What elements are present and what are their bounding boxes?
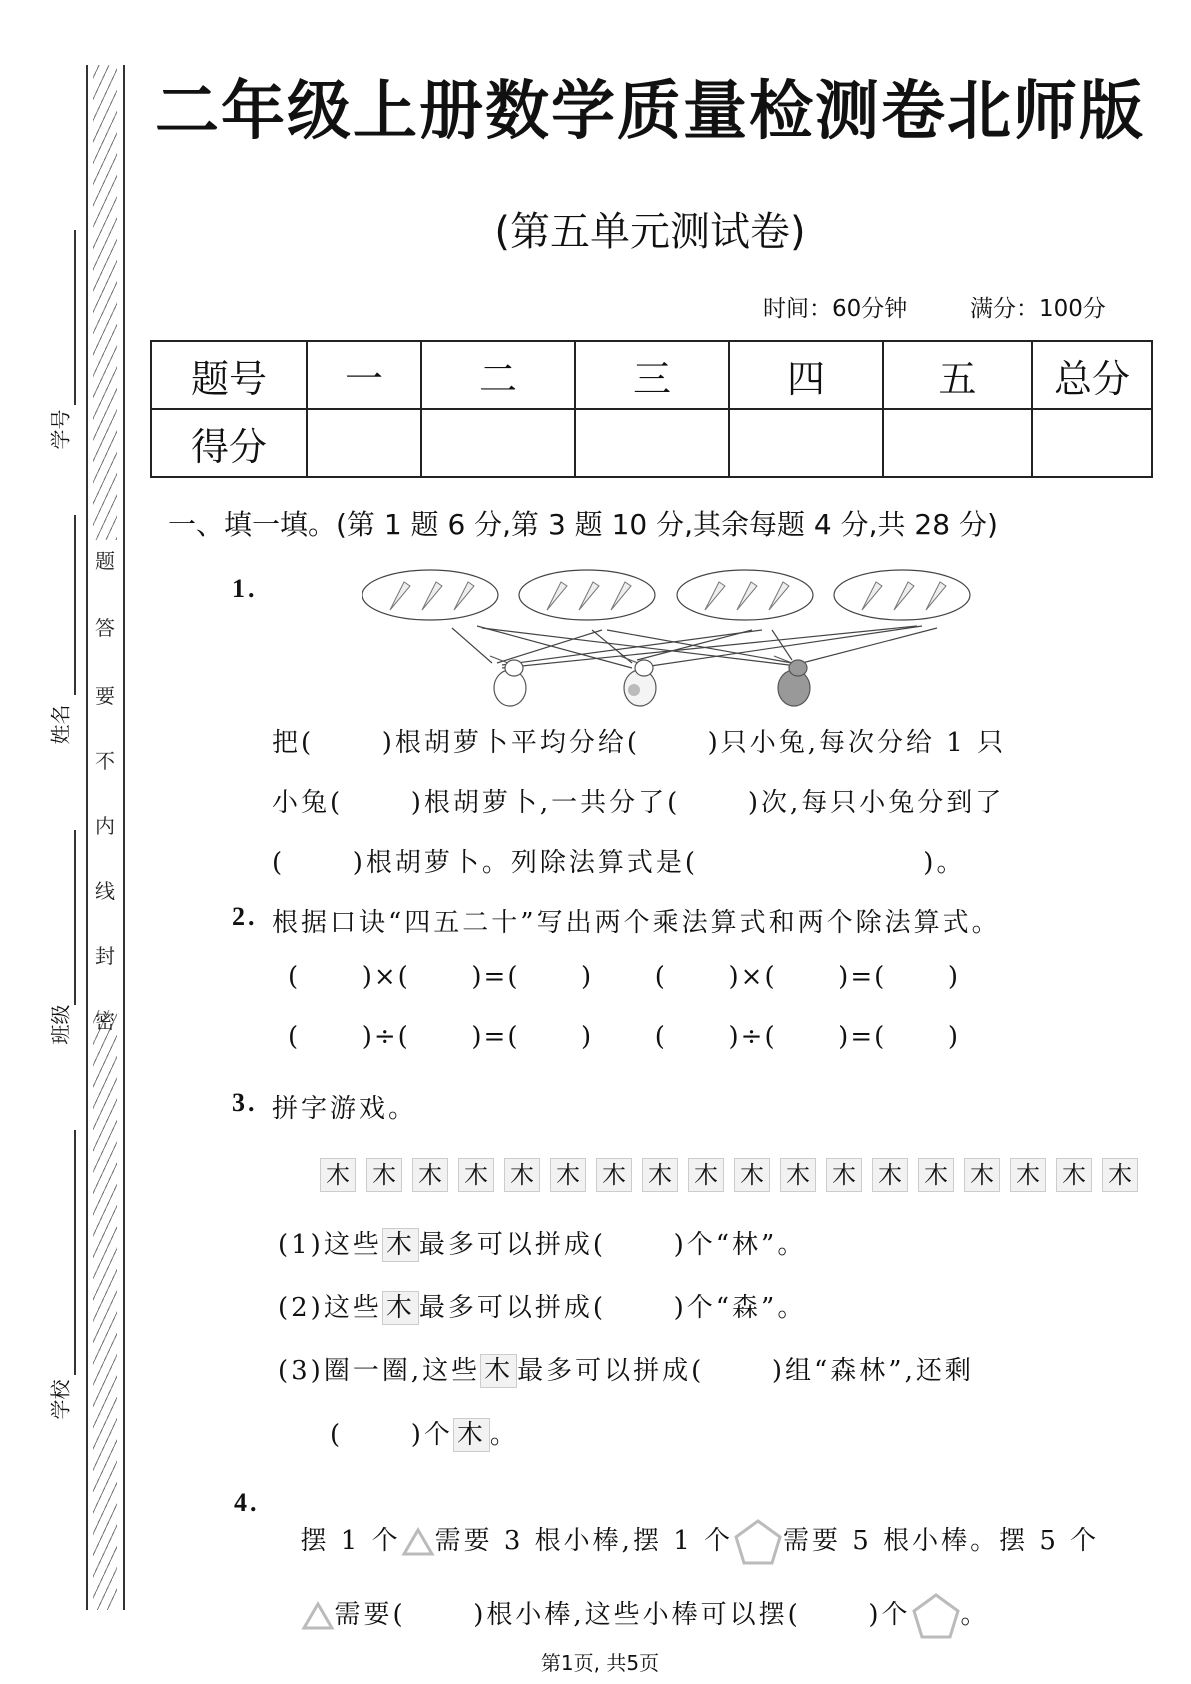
page-subtitle: (第五单元测试卷) — [494, 209, 806, 255]
question-number: 4. — [234, 1488, 260, 1517]
tile: 木 — [1056, 1158, 1092, 1192]
tile: 木 — [596, 1158, 632, 1192]
binding-hatch-top — [93, 65, 117, 540]
tile: 木 — [458, 1158, 494, 1192]
q1-line3: ( )根胡萝卜。列除法算式是( )。 — [272, 848, 966, 878]
table-cell: 得分 — [151, 409, 307, 477]
triangle-icon — [301, 1601, 335, 1631]
school-field[interactable] — [74, 1130, 76, 1375]
seal-char: 不 — [95, 749, 115, 773]
tile: 木 — [964, 1158, 1000, 1192]
score-input-cell[interactable] — [307, 409, 421, 477]
class-field[interactable] — [74, 830, 76, 1005]
name-field[interactable] — [74, 515, 76, 695]
seal-char: 封 — [95, 944, 115, 968]
tile: 木 — [642, 1158, 678, 1192]
triangle-icon — [401, 1527, 435, 1557]
tile: 木 — [688, 1158, 724, 1192]
q3-sub2: (2)这些 木 最多可以拼成( )个“森”。 — [278, 1293, 807, 1323]
question-number: 1. — [232, 574, 258, 603]
tile-row — [320, 1158, 1138, 1192]
table-cell: 四 — [729, 341, 883, 409]
table-cell: 二 — [421, 341, 575, 409]
q3-text: 拼字游戏。 — [272, 1094, 418, 1124]
full-score: 满分：100分 — [970, 296, 1106, 322]
tile: 木 — [1010, 1158, 1046, 1192]
tile: 木 — [504, 1158, 540, 1192]
name-label: 姓名 — [48, 704, 73, 745]
q3-sub3: (3)圈一圈,这些 木 最多可以拼成( )组“森林”,还剩 — [278, 1356, 974, 1386]
q3-sub3-line2: ( )个 木 。 — [330, 1420, 519, 1450]
q2-division-row: ( )÷( )=( ) ( )÷( )=( ) — [288, 1022, 960, 1052]
student-id-label: 学号 — [48, 409, 73, 450]
question-number: 2. — [232, 902, 258, 931]
table-cell: 五 — [883, 341, 1032, 409]
seal-char: 要 — [95, 684, 115, 708]
page-title: 二年级上册数学质量检测卷北师版 — [155, 75, 1145, 149]
seal-char: 密 — [95, 1009, 115, 1033]
tile: 木 — [1102, 1158, 1138, 1192]
time-limit: 时间：60分钟 — [763, 296, 908, 322]
pentagon-icon — [911, 1592, 961, 1640]
seal-char: 内 — [95, 814, 115, 838]
student-id-field[interactable] — [74, 230, 76, 405]
score-input-cell[interactable] — [883, 409, 1032, 477]
pentagon-icon — [733, 1518, 783, 1566]
q1-line1: 把( )根胡萝卜平均分给( )只小兔,每次分给 1 只 — [272, 728, 1007, 758]
page-number: 第1页, 共5页 — [540, 1651, 660, 1675]
table-cell: 题号 — [151, 341, 307, 409]
tile: 木 — [734, 1158, 770, 1192]
school-label: 学校 — [48, 1379, 73, 1420]
carrot-rabbit-figure — [362, 568, 992, 708]
score-table-score-row — [151, 409, 1152, 477]
tile: 木 — [412, 1158, 448, 1192]
table-cell: 总分 — [1032, 341, 1152, 409]
section-heading: 一、填一填。(第 1 题 6 分,第 3 题 10 分,其余每题 4 分,共 28 分) — [168, 508, 998, 541]
q4-line2: 需要( )根小棒,这些小棒可以摆( )个 。 — [278, 1562, 990, 1640]
q2-multiplication-row: ( )×( )=( ) ( )×( )=( ) — [288, 962, 960, 992]
tile: 木 — [872, 1158, 908, 1192]
tile: 木 — [780, 1158, 816, 1192]
tile: 木 — [918, 1158, 954, 1192]
binding-line-outer — [86, 65, 88, 1610]
binding-line-inner — [123, 65, 125, 1610]
tile: 木 — [826, 1158, 862, 1192]
score-input-cell[interactable] — [1032, 409, 1152, 477]
score-input-cell[interactable] — [729, 409, 883, 477]
table-cell: 三 — [575, 341, 729, 409]
q4-line1: 摆 1 个 需要 3 根小棒,摆 1 个 需要 5 根小棒。摆 5 个 — [278, 1488, 1099, 1566]
class-label: 班级 — [48, 1004, 73, 1045]
tile: 木 — [550, 1158, 586, 1192]
q3-sub1: (1)这些 木 最多可以拼成( )个“林”。 — [278, 1230, 807, 1260]
score-table — [150, 340, 1153, 478]
tile: 木 — [320, 1158, 356, 1192]
seal-char: 答 — [95, 616, 115, 640]
binding-hatch-bottom — [93, 1010, 117, 1610]
score-table-header-row — [151, 341, 1152, 409]
seal-char: 线 — [95, 879, 115, 903]
q1-line2: 小兔( )根胡萝卜,一共分了( )次,每只小兔分到了 — [272, 788, 1005, 818]
score-input-cell[interactable] — [575, 409, 729, 477]
seal-char: 题 — [95, 549, 115, 573]
table-cell: 一 — [307, 341, 421, 409]
score-input-cell[interactable] — [421, 409, 575, 477]
question-number: 3. — [232, 1088, 258, 1117]
tile: 木 — [366, 1158, 402, 1192]
q2-text: 根据口诀“四五二十”写出两个乘法算式和两个除法算式。 — [272, 908, 1001, 938]
